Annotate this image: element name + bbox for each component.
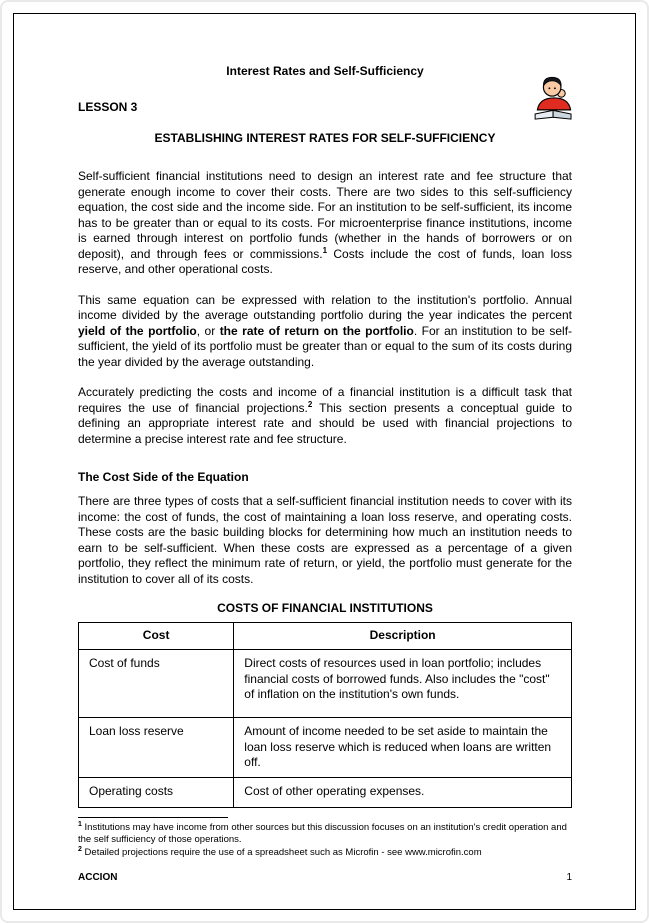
paragraph-text: Accurately predicting the costs and income of a financial institution is a difficult task that requires the use of financial projections. — [78, 385, 572, 415]
paragraph-text: Costs include the cost of funds, loan loss reserve, and other operational costs. — [78, 246, 572, 276]
paragraph-text: This section presents a conceptual guide to defining an appropriate interest rate and should be used with financial projections to determine a precise interest rate and fee structure. — [78, 400, 572, 446]
table-header-cost: Cost — [79, 623, 234, 650]
paragraph-text: . For an institution to be self-sufficient, the yield of its portfolio must be greater than or equal to the sum of its costs during the year divided by the average outstanding. — [78, 323, 573, 369]
footer-page-number: 1 — [566, 872, 572, 883]
reading-person-icon — [531, 72, 577, 122]
footer-organization: ACCION — [78, 872, 118, 883]
description-cell: Direct costs of resources used in loan portfolio; includes financial costs of borrowed funds. Also includes the "cost" of inflation on the institution's own funds. — [234, 650, 572, 718]
footnotes-section — [78, 817, 572, 860]
paragraph-self-sufficiency-intro — [78, 169, 572, 278]
footnote-ref-1: 1 — [322, 245, 328, 255]
footnote-1 — [78, 822, 572, 847]
document-page — [13, 13, 636, 910]
footnote-ref-2: 2 — [307, 399, 313, 409]
paragraph-financial-projections — [78, 385, 572, 447]
footnote-2-ref: 2 — [78, 845, 82, 853]
lesson-label: LESSON 3 — [78, 100, 138, 114]
costs-table-title: COSTS OF FINANCIAL INSTITUTIONS — [217, 601, 433, 615]
paragraph-portfolio-yield — [78, 293, 572, 371]
cost-cell: Cost of funds — [79, 650, 234, 718]
paragraph-text: Self-sufficient financial institutions need to design an interest rate and fee structure that generate enough income to cover their costs. There are two sides to this self-sufficiency equation, the cost side and the income side. For an institution to be self-sufficient, its income has to be greater than or equal to its costs. For microenterprise finance institutions, income is earned through interest on portfolio funds (whether in the hands of borrowers or on deposit), and through fees or commissions. — [78, 169, 572, 261]
table-header-row — [79, 623, 572, 650]
description-cell: Cost of other operating expenses. — [234, 777, 572, 807]
table-row — [79, 650, 572, 718]
footnote-1-ref: 1 — [78, 820, 82, 828]
page-footer — [78, 872, 572, 883]
footnote-2 — [78, 847, 572, 860]
page-title: ESTABLISHING INTEREST RATES FOR SELF-SUFFICIENCY — [154, 131, 496, 145]
costs-of-financial-institutions-table — [78, 622, 572, 808]
table-row — [79, 777, 572, 807]
cost-cell: Operating costs — [79, 777, 234, 807]
paragraph-text: , or — [196, 323, 220, 338]
footnote-1-text: Institutions may have income from other sources but this discussion focuses on an institution's credit operation and the self sufficiency of those operations. — [78, 821, 567, 845]
table-row — [79, 718, 572, 778]
paragraph-three-cost-types: There are three types of costs that a self-sufficient financial institution needs to cover with its income: the cost of funds, the cost of maintaining a loan loss reserve, and operating costs. These costs are the basic building blocks for determining how much an institution needs to earn to be self-sufficient. When these costs are expressed as a percentage of a given portfolio, they reflect the minimum rate of return, or yield, the portfolio must generate for the institution to cover all of its costs. — [78, 494, 572, 586]
bold-term-rate-of-return: the rate of return on the portfolio — [219, 323, 414, 338]
paragraph-text: This same equation can be expressed with relation to the institution's portfolio. Annual income divided by the average outstanding portfolio during the year indicates the percent — [78, 292, 572, 322]
table-header-description: Description — [234, 623, 572, 650]
footnote-2-text: Detailed projections require the use of a spreadsheet such as Microfin - see www.microfin.com — [81, 846, 482, 858]
description-cell: Amount of income needed to be set aside to maintain the loan loss reserve which is reduced when loans are written off. — [234, 718, 572, 778]
bold-term-yield: yield of the portfolio — [78, 323, 197, 338]
section-heading-cost-side: The Cost Side of the Equation — [78, 470, 249, 484]
footnote-divider — [78, 817, 228, 818]
cost-cell: Loan loss reserve — [79, 718, 234, 778]
running-header-title: Interest Rates and Self-Sufficiency — [226, 64, 424, 78]
